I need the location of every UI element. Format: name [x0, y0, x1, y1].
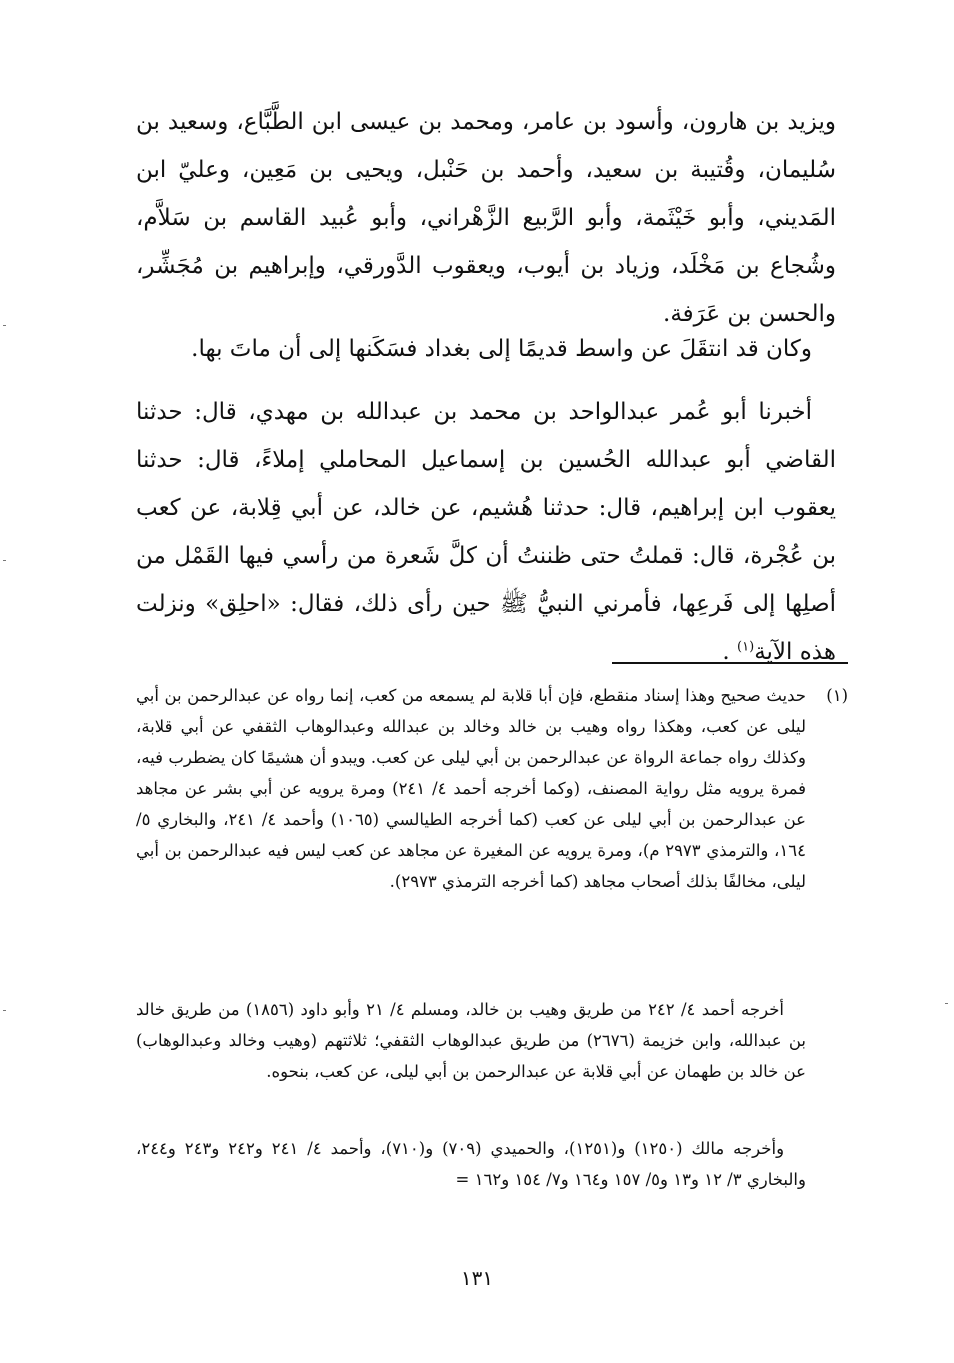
scan-artifact	[3, 325, 6, 326]
hadith-end: .	[722, 639, 738, 665]
footnote-reference: (١)	[737, 639, 755, 655]
footnote-separator	[612, 662, 848, 664]
footnote-1-text: حديث صحيح وهذا إسناد منقطع، فإن أبا قلابة لم يسمعه من كعب، إنما رواه عن عبدالرحمن بن أبي ليلى عن كعب، وهكذا رواه وهيب بن خالد وخالد بن عبدالله وعبدالوهاب الثقفي عن أبي قلابة، وكذلك رواه جماعة الرواة عن عبدالرحمن بن أبي ليلى عن كعب. ويبدو أن هشيمًا كان يضطرب فيه، فمرة يرويه مثل رواية المصنف، (وكما أخرجه أحمد ٤/ ٢٤١) ومرة يرويه عن أبي بشر عن مجاهد عن عبدالرحمن بن أبي ليلى عن كعب (كما أخرجه الطيالسي (١٠٦٥) وأحمد ٤/ ٢٤١، والبخاري ٥/ ١٦٤، والترمذي ٢٩٧٣ م)، ومرة يرويه عن المغيرة عن مجاهد عن كعب ليس فيه عبدالرحمن بن أبي ليلى، مخالفًا بذلك أصحاب مجاهد (كما أخرجه الترمذي ٢٩٧٣).	[136, 686, 806, 891]
main-paragraph-narrators: ويزيد بن هارون، وأسود بن عامر، ومحمد بن عيسى ابن الطَّبَّاع، وسعيد بن سُليمان، وقُتيبة بن سعيد، وأحمد بن حَنْبل، ويحيى بن مَعِين، وعليّ ابن المَديني، وأبو خَيْثَمة، وأبو الرَّبيع الزَّهْراني، وأبو عُبيد القاسم بن سَلاَّم، وشُجاع بن مَخْلَد، وزياد بن أيوب، ويعقوب الدَّورقي، وإبراهيم بن مُجَشِّر، والحسن بن عَرَفة.	[136, 109, 836, 327]
main-paragraph-residence: وكان قد انتقَلَ عن واسط قديمًا إلى بغداد فسَكَنها إلى أن ماتَ بها.	[191, 336, 812, 362]
scan-artifact	[3, 560, 6, 561]
footnote-2-text: أخرجه أحمد ٤/ ٢٤٢ من طريق وهيب بن خالد، ومسلم ٤/ ٢١ وأبو داود (١٨٥٦) من طريق خالد بن عبدالله، وابن خزيمة (٢٦٧٦) من طريق عبدالوهاب الثقفي؛ ثلاثتهم (وهيب وخالد وعبدالوهاب) عن خالد بن طهمان عن أبي قلابة عن عبدالرحمن بن أبي ليلى، عن كعب، بنحوه.	[136, 1000, 806, 1081]
footnote-1-continuation-2	[136, 1133, 848, 1195]
scan-artifact	[945, 1003, 948, 1004]
footnote-number: (١)	[826, 686, 848, 705]
footnote-1-continuation	[136, 994, 848, 1087]
hadith-text: أخبرنا أبو عُمر عبدالواحد بن محمد بن عبدالله بن مهدي، قال: حدثنا القاضي أبو عبدالله الحُسين بن إسماعيل المحاملي إملاءً، قال: حدثنا يعقوب ابن إبراهيم، قال: حدثنا هُشيم، عن خالد، عن أبي قِلابة، عن كعب بن عُجْرة، قال: قملتُ حتى ظننتُ أن كلَّ شَعرة من رأسي فيها القَمْل من أصلِها إلى فَرعِها، فأمرني النبيُّ ﷺ حين رأى ذلك، فقال: «احلِق» ونزلت هذه الآية	[136, 399, 836, 665]
scan-artifact	[3, 1010, 6, 1011]
footnote-1	[136, 680, 848, 897]
footnote-3-text: وأخرجه مالك (١٢٥٠) و(١٢٥١)، والحميدي (٧٠٩) و(٧١٠)، وأحمد ٤/ ٢٤١ و٢٤٢ و٢٤٣ و٢٤٤، والبخاري ٣/ ١٢ و١٣ و٥/ ١٥٧ و١٦٤ و٧/ ١٥٤ و١٦٢ =	[136, 1139, 806, 1189]
main-paragraph-hadith	[136, 388, 836, 676]
page-number: ١٣١	[460, 1266, 494, 1290]
